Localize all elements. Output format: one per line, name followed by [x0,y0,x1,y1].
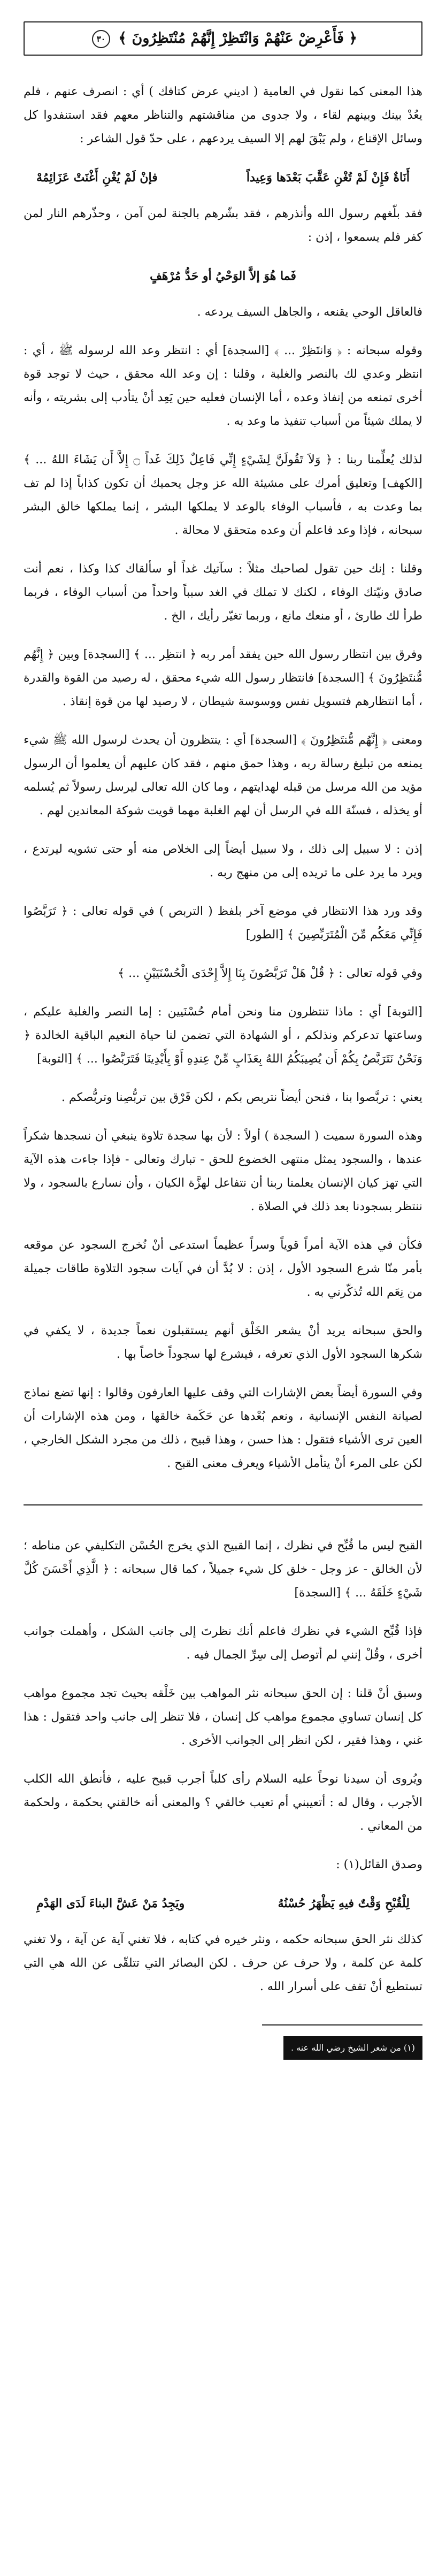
paragraph: وقلنا : إنك حين تقول لصاحبك مثلاً : سآتيك غداً أو سألقاك كذا وكذا ، نعم أنت صادق ونيّتك الوفاء ، لكنك لا تملك في الغد سبباً واحداً من أسباب الوفاء ، فربما طرأ لك طارئ ، أو منعك مانع ، وربما تغيّر رأيك ، الخ . [24,562,422,623]
banner-text: ﴿ فَأَعْرِضْ عَنْهُمْ وَانْتَظِرْ إِنَّهُمْ مُنْتَظِرُونَ ﴾ [118,30,358,47]
paragraph: والحق سبحانه يريد أنْ يشعر الخَلْق أنهم يستقبلون نعماً جديدة ، لا يكفي في شكرها السجود الأول الذي تعرفه ، فيشرع لها سجوداً خاصاً بها . [24,1324,422,1361]
paragraph: ومعنى ﴿ إِنَّهُم مُّنتَظِرُونَ ﴾ [السجدة] أي : ينتظرون أن يحدث لرسول الله ﷺ شيء يمنعه من تبليغ رسالة ربه ، وهذا حمق منهم ، فقد كان عليهم أن يعلموا أن الرسول مؤيد من الله مرسل من قبله لهدايتهم ، وما كان الله تعالى ليرسل رسولاً ثم يُسلمه أو يخذله ، فسنّة الله في الرسل أن لهم الغلبة مهما قويت شوكة المعاندين لهم . [24,733,422,817]
paragraph: فكأن في هذه الآية أمراً قوياً وسراً عظيماً استدعى أنْ نُخرج السجود عن موقعه بأمر منّا شرع السجود الأول ، إذن : لا بُدَّ أن في آيات سجود التلاوة طاقات جميلة من نِعَم الله تُذكّرني به . [24,1239,422,1299]
paragraph: هذا المعنى كما نقول في العامية ( اديني عرض كتافك ) أي : انصرف عنهم ، فلم يعُدْ بينك وبينهم لقاء ، ولا جدوى من مناقشتهم والتناظر معهم فقد استنفدوا كل وسائل الإقناع ، ولم يَبْقَ لهم إلا السيف يردعهم ، على حدّ قول الشاعر : [24,85,422,146]
poem-hemistich-second: ويَجِدُ مَنْ عَشَّ البناءَ لَدَى الهَدْمِ [36,1897,185,1910]
paragraph: يعني : تربَّصوا بنا ، فنحن أيضاً نتربص بكم ، لكن فَرْق بين تربُّصِنا وتربُّصكم . [61,1091,422,1104]
paragraph: وفرق بين انتظار رسول الله حين يفقد أمر ربه ﴿ انتظِر ... ﴾ [السجدة] وبين ﴿ إِنَّهُم مُّنتَظِرُونَ ﴾ [السجدة] فانتظار رسول الله شيء محقق ، له رصيد من القوة والقدرة ، أما انتظارهم فتسويل نفس ووسوسة شيطان ، لا رصيد لها من قوة إنقاذ . [24,648,422,708]
paragraph: كذلك نثر الحق سبحانه حكمه ، ونثر خيره في كتابه ، فلا تغني آية عن آية ، ولا تغني كلمة عن كلمة ، ولا حرف عن حرف . لكن البصائر التي تتلقّى عن الله هي التي تستطيع أنْ تقف على أسرار الله . [24,1933,422,1993]
poem-hemistich-first: لِلْقُبْحِ وَقْتٌ فيهِ يَظْهَرُ حُسْنُهُ [278,1897,410,1910]
paragraph: فقد بلّغهم رسول الله وأنذرهم ، فقد بشّرهم بالجنة لمن آمن ، وحذّرهم النار لمن كفر فلم يسمعوا ، إذن : [24,207,422,244]
paragraph: وقد ورد هذا الانتظار في موضع آخر بلفظ ( التربص ) في قوله تعالى : ﴿ تَرَبَّصُوا فَإِنِّي مَعَكُم مِّنَ الْمُتَرَبِّصِينَ ﴾ [الطور] [24,905,422,942]
poem-line-centered: فَما هُوَ إلاَّ الوَحْيُ أو حَدُّ مُرْهَفٍ [150,269,296,283]
section-divider [24,1504,422,1505]
footnote-divider [262,2024,422,2025]
poem-hemistich-second: فإنْ لَمْ يُغْنِ أَغْنَتْ عَزَائِمُهْ [36,171,158,185]
paragraph: ويُروى أن سيدنا نوحاً عليه السلام رأى كلباً أجرب قبيح عليه ، فأنطق الله الكلب الأجرب ، وقال له : أتعيبني أم تعيب خالقي ؟ والمعنى أنه خالقني بحكمة ، ولحكمة من المعاني . [24,1772,422,1833]
paragraph: إذن : لا سبيل إلى ذلك ، ولا سبيل أيضاً إلى الخلاص منه أو حتى تشويه ليرتدع ، ويرد ما يرد على ما تريده إلى من منهج ربه . [24,843,422,880]
poem-verse [24,166,422,189]
paragraph: لذلك يُعلِّمنا ربنا : ﴿ وَلاَ تَقُولَنَّ لِشَيْءٍ إِنِّي فَاعِلٌ ذَلِكَ غَداً ۝ إِلاَّ أَن يَشَاءَ اللهُ ... ﴾ [الكهف] وتعليق أمرك على مشيئة الله عز وجل يحميك أن تكون كذاباً إذا لم تف بما وعدت به ، فأسباب الوفاء بالوعد لا يملكها البشر ، إنما يملكها خالق البشر سبحانه ، فإذا وعد فاعلم أن وعده متحقق لا محالة . [24,453,422,537]
footnote-text: (١) من شعر الشيخ رضي الله عنه . [283,2036,422,2060]
verse-number-badge: ٣٠ [92,30,110,48]
paragraph: فالعاقل الوحي يقنعه ، والجاهل السيف يردعه . [197,305,422,319]
paragraph: القبح ليس ما قُبِّح في نظرك ، إنما القبيح الذي يخرج الحُسْن التكليفي عن مناطه ؛ لأن الخالق - عز وجل - خلق كل شيء جميلاً ، كما قال سبحانه : ﴿ الَّذِي أَحْسَنَ كُلَّ شَيْءٍ خَلَقَهُ ... ﴾ [السجدة] [24,1539,422,1600]
paragraph: وقوله سبحانه : ﴿ وَانتَظِرْ ... ﴾ [السجدة] أي : انتظر وعد الله لرسوله ﷺ ، أي : انتظر وعدي لك بالنصر والغلبة ، وقلنا : إن وعد الله محقق ، حيث لا توجد قوة أخرى تمنعه من إنفاذ وعده ، أما الإنسان فعليه حين يَعِد أنْ يتأدب إلى بشريته ، وأنه لا يملك شيئاً من أسباب تنفيذ ما وعد به . [24,344,422,428]
paragraph: فإذا قُبِّح الشيء في نظرك فاعلم أنك نظرتَ إلى جانب الشكل ، وأهملت جوانب أخرى ، وقُلْ إنني لم أتوصل إلى سِرِّ الجمال فيه . [24,1625,422,1662]
paragraph: وصدق القائل(١) : [336,1858,422,1871]
paragraph: وفي السورة أيضاً بعض الإشارات التي وقف عليها العارفون وقالوا : إنها تضع نماذج لصيانة النفس الإنسانية ، ونعم بُعْدها عن حَكَمة خالقها ، ومن هذه الإشارات أن العين ترى الأشياء فتقول : هذا حسن ، وهذا قبيح ، ذلك من مجرد الشكل الخارجي ، لكن على المرء أنْ يتأمل الأشياء ويعرف معنى القبح . [24,1386,422,1470]
poem-hemistich-first: أَنَاةٌ فَإِنْ لَمْ تُغْنِ عَقَّبَ بَعْدَها وَعِيداً [246,171,410,185]
poem-verse [24,1892,422,1915]
footnote [24,2036,422,2060]
paragraph: [التوبة] أي : ماذا تنتظرون منا ونحن أمام حُسْنَيين : إما النصر والغلبة عليكم ، وساعتها تدعركم ونذلكم ، أو الشهادة التي تضمن لنا حياة النعيم الباقية الخالدة ﴿ وَنَحْنُ نَتَرَبَّصُ بِكُمْ أَن يُصِيبَكُمُ اللهُ بِعَذَابٍ مِّنْ عِندِهِ أَوْ بِأَيْدِينَا فَتَرَبَّصُوا ... ﴾ [التوبة] [24,1005,422,1066]
paragraph: وسبق أنْ قلنا : إن الحق سبحانه نثر المواهب بين خَلْقه بحيث تجد مجموع مواهب كل إنسان تساوي مجموع مواهب كل إنسان ، فلا تنظر إلى جانب واحد فتقول : هذا غني ، وهذا فقير ، لكن انظر إلى الجوانب الأخرى . [24,1687,422,1747]
page-body [24,80,422,1999]
paragraph: وهذه السورة سميت ( السجدة ) أولاً : لأن بها سجدة تلاوة ينبغي أن نسجدها شكراً عندها ، والسجود يمثل منتهى الخضوع للحق - تبارك وتعالى - فإذا جاءت هذه الآية التي تهز كيان الإنسان يعلمنا ربنا أن نتفاعل لهزَّة الكيان ، وأن نسارع بالسجود ، ولا ننتظر بسجودنا بعد ذلك في الصلاة . [24,1129,422,1213]
verse-banner [24,21,422,56]
paragraph: وفي قوله تعالى : ﴿ قُلْ هَلْ تَرَبَّصُونَ بِنَا إِلاَّ إِحْدَى الْحُسْنَيَيْنِ ... ﴾ [118,967,422,980]
